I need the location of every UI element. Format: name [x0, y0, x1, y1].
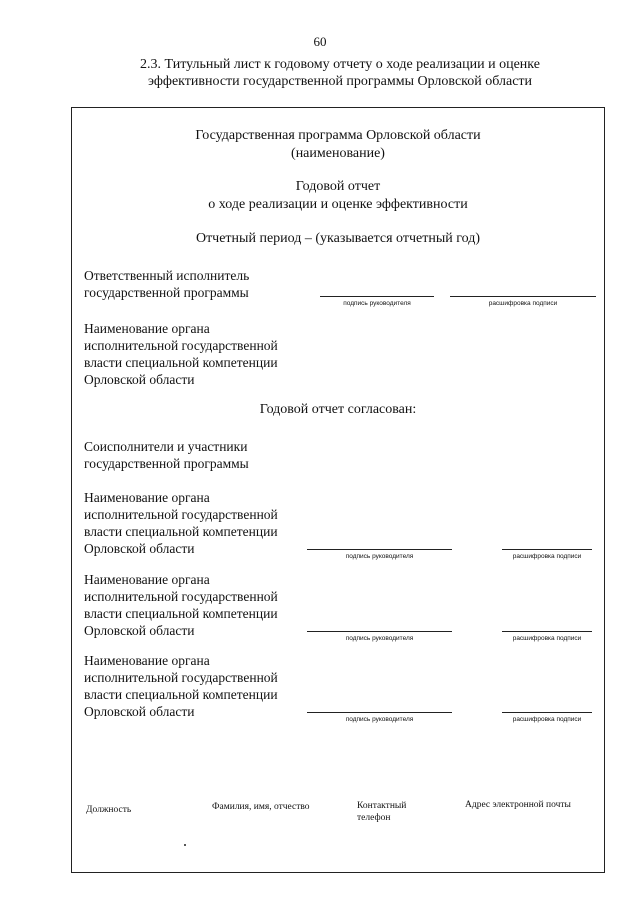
heading-line-1: 2.3. Титульный лист к годовому отчету о ходе реализации и оценке — [140, 57, 540, 72]
program-name-note: (наименование) — [291, 146, 385, 161]
program-name: Государственная программа Орловской области — [195, 128, 481, 143]
responsible-organ-label: Наименование органа исполнительной государственной власти специальной компетенции Орловской области — [84, 321, 278, 387]
signature-label: подпись руководителя — [345, 553, 414, 560]
footer-position: Должность — [86, 805, 132, 815]
signature-label: подпись руководителя — [345, 635, 414, 642]
decode-label: расшифровка подписи — [512, 635, 582, 642]
report-subtitle: о ходе реализации и оценке эффективности — [208, 197, 468, 212]
decode-label: расшифровка подписи — [488, 300, 558, 307]
footer-email: Адрес электронной почты — [465, 800, 571, 810]
decode-line — [450, 296, 596, 297]
decode-line — [502, 631, 592, 632]
coexecutor-organ-3: Наименование органа исполнительной государственной власти специальной компетенции Орловской области — [84, 653, 278, 719]
responsible-executor-label: Ответственный исполнитель государственной программы — [84, 268, 250, 300]
decode-label: расшифровка подписи — [512, 553, 582, 560]
signature-line — [307, 712, 452, 713]
coexecutor-organ-2: Наименование органа исполнительной государственной власти специальной компетенции Орловской области — [84, 572, 278, 638]
report-title: Годовой отчет — [295, 179, 381, 194]
signature-label: подпись руководителя — [345, 716, 414, 723]
signature-line — [307, 631, 452, 632]
signature-line — [307, 549, 452, 550]
page-number: 60 — [313, 34, 327, 49]
decode-label: расшифровка подписи — [512, 716, 582, 723]
decode-line — [502, 549, 592, 550]
heading-line-2: эффективности государственной программы Орловской области — [147, 74, 533, 89]
decode-line — [502, 712, 592, 713]
scan-speck — [184, 844, 186, 846]
coexecutors-label: Соисполнители и участники государственной программы — [84, 439, 249, 471]
section-heading — [60, 56, 620, 90]
agreed-heading: Годовой отчет согласован: — [259, 402, 417, 417]
coexecutor-organ-1: Наименование органа исполнительной государственной власти специальной компетенции Орловской области — [84, 490, 278, 556]
signature-line — [320, 296, 434, 297]
signature-label: подпись руководителя — [343, 300, 411, 307]
reporting-period: Отчетный период – (указывается отчетный год) — [195, 231, 481, 246]
footer-phone: Контактный телефон — [357, 801, 407, 823]
footer-fullname: Фамилия, имя, отчество — [212, 802, 310, 812]
